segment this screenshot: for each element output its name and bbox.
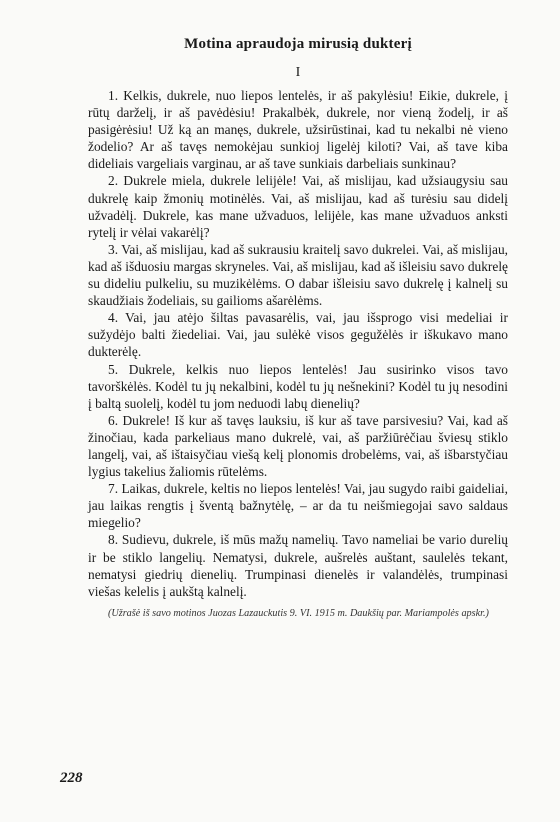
paragraph-4: 4. Vai, jau atėjo šiltas pavasarėlis, vai, jau išsprogo visi medeliai ir sužydėjo balti žiedeliai. Vai, jau sulėkė visos gegužėlės ir iškukavo mano dukterėlę. — [88, 310, 508, 360]
source-note: (Užrašė iš savo motinos Juozas Lazauckutis 9. VI. 1915 m. Daukšių par. Mariampolės apskr.) — [108, 607, 489, 619]
paragraph-3: 3. Vai, aš mislijau, kad aš sukrausiu kraitelį savo dukrelei. Vai, aš mislijau, kad aš išduosiu margas skryneles. Vai, aš mislijau, kad aš išleisiu savo dukrelę su dideliu pulkeliu, su muzikėlėms. O dabar išleisiu savo dukrelę į kalnelį su skaudžiais žodeliais, su gailioms ašarėlėms. — [88, 241, 508, 309]
paragraph-2: 2. Dukrele miela, dukrele lelijėle! Vai, aš mislijau, kad užsiaugysiu sau dukrelę kaip žmonių motinėlės. Vai, aš mislijau, kad aš turėsiu sau didelį užvadėlį. Dukrele, kas mane užvaduos, lelijėle, kas mane užvaduos anksti rytelį ir vėlai vakarėlį? — [88, 173, 508, 240]
paragraph-6: 6. Dukrele! Iš kur aš tavęs lauksiu, iš kur aš tave parsivesiu? Vai, kad aš žinočiau, kada parkeliaus mano dukrelė, vai, aš paržiūrėčiau šviesų stiklo langelį, vai, aš ištaisyčiau viešą kelį plonomis drobelėms, vai, aš išbarstyčiau lygius takelius žaliomis rūtelėms. — [88, 412, 508, 480]
paragraph-8: 8. Sudievu, dukrele, iš mūs mažų namelių. Tavo nameliai be vario durelių ir be stiklo langelių. Nematysi, dukrele, aušrelės auštant, saulelės tekant, nematysi giedrių dienelių. Trumpinasi dienelės ir valandėlės, trumpinasi viešas kelelis į aukštą kalnelį. — [88, 532, 508, 599]
page-number: 228 — [60, 770, 83, 786]
section-numeral: I — [295, 65, 301, 80]
poem-title: Motina apraudoja mirusią dukterį — [184, 36, 412, 52]
poem-body — [88, 87, 508, 600]
paragraph-7: 7. Laikas, dukrele, keltis no liepos lentelės! Vai, jau sugydo raibi gaideliai, jau laikas rengtis į šventą bažnytėlę, – ar da tu neišmiegojai savo saldaus miegelio? — [88, 481, 508, 531]
paragraph-1: 1. Kelkis, dukrele, nuo liepos lentelės, ir aš pakylėsiu! Eikie, dukrele, į rūtų darželį, ir aš pavėdėsiu! Prakalbėk, dukrele, nor vieną žodelį, ir aš pasigėrėsiu! Už ką an manęs, dukrele, užsirūstinai, kad tu nekalbi nė vieno žodelio? Ar aš tavęs nemokėjau sunkioj ligelėj kiloti? Vai, aš tave kiba dideliais vargeliais varginau, ar aš tave sunkiais darbeliais sunkinau? — [88, 88, 508, 172]
paragraph-5: 5. Dukrele, kelkis nuo liepos lentelės! Jau susirinko visos tavo tavorškėlės. Kodėl tu jų nekalbini, kodėl tu jų nešnekini? Kodėl tu jų nesodini į baltą suolelį, kodėl tu jom neduodi labų dienelių? — [88, 361, 508, 411]
